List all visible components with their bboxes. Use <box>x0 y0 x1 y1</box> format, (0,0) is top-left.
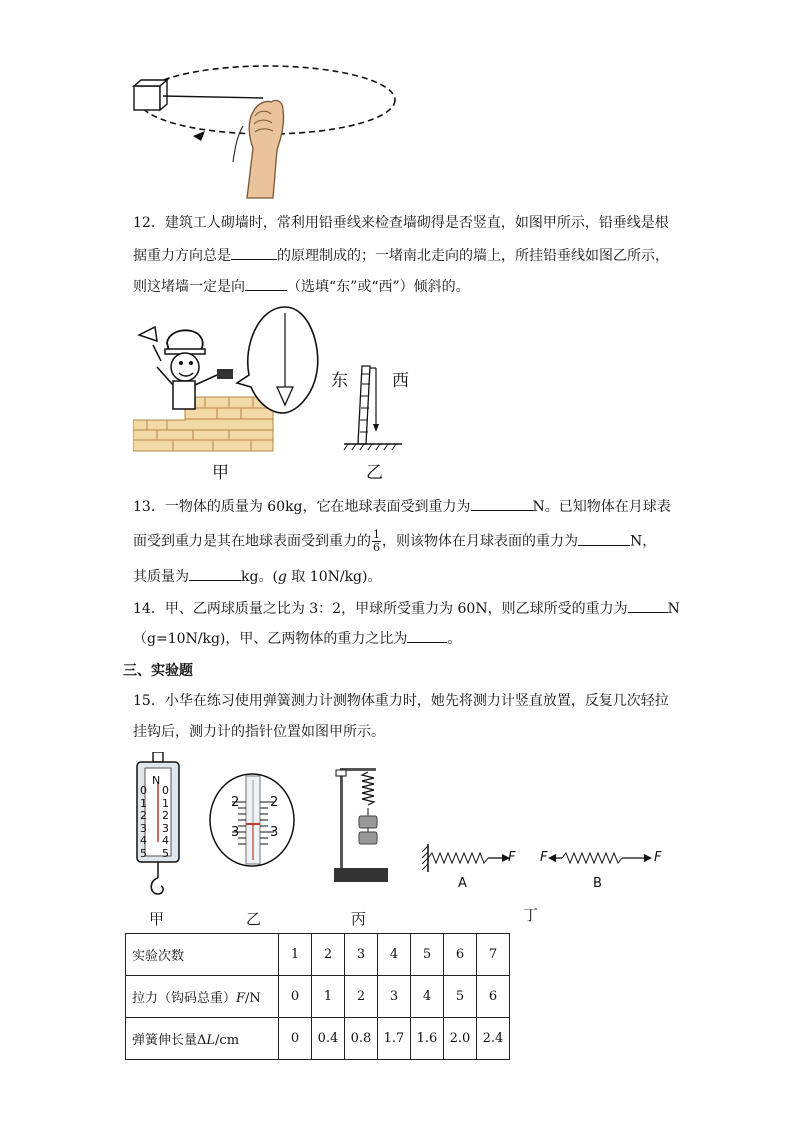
figure-label-jia: 甲 <box>212 463 229 483</box>
answer-blank[interactable] <box>189 566 241 581</box>
answer-blank[interactable] <box>471 496 533 511</box>
circular-motion-figure <box>125 58 410 208</box>
direction-label-west: 西 <box>392 371 409 391</box>
table-cell: 6 <box>477 976 510 1018</box>
q12-line-3 <box>133 276 678 296</box>
answer-blank[interactable] <box>407 628 447 643</box>
row-header-extension <box>126 1018 279 1060</box>
figure-label-jia: 甲 <box>149 910 165 928</box>
scale-tick-right: 2 <box>162 809 169 822</box>
q12-line-2-a: 据重力方向总是 <box>133 248 231 264</box>
spring-stand-figure <box>330 764 390 888</box>
brick-wall-icon <box>133 397 273 451</box>
q12-line-3-b: （选填“东”或“西”）倾斜的。 <box>287 279 470 295</box>
q15-line-2: 挂钩后，测力计的指针位置如图甲所示。 <box>133 724 385 740</box>
table-cell: 1 <box>312 976 345 1018</box>
answer-blank[interactable] <box>578 531 630 546</box>
force-label-b-right: F <box>654 850 662 865</box>
row-header-unit: /N <box>245 991 261 1006</box>
table-cell: 0.8 <box>345 1018 378 1060</box>
section-heading: 三、实验题 <box>123 663 193 679</box>
q12-line-1: 12．建筑工人砌墙时，常利用铅垂线来检查墙砌得是否竖直，如图甲所示，铅垂线是根 <box>133 215 669 231</box>
q13-line-2-c: N， <box>630 533 657 550</box>
table-cell: 0 <box>279 1018 312 1060</box>
zoom-tick-3-right: 3 <box>270 825 279 840</box>
zoomed-scale-figure <box>208 772 296 868</box>
table-cell: 3 <box>378 976 411 1018</box>
q13-line-2 <box>133 529 678 554</box>
table-cell: 4 <box>411 976 444 1018</box>
answer-blank[interactable] <box>628 598 668 613</box>
fraction-numerator: 1 <box>373 528 380 541</box>
table-row <box>126 934 510 976</box>
scale-tick-left: 1 <box>140 796 147 810</box>
figure-label-ding: 丁 <box>523 906 539 924</box>
q13-line-1-b: N。已知物体在月球表 <box>532 499 671 515</box>
q13-line-2-b: ，则该物体在月球表面的重力为 <box>382 533 578 550</box>
wall-column-icon <box>358 366 370 444</box>
table-cell: 5 <box>411 934 444 976</box>
table-cell: 2 <box>312 934 345 976</box>
table-cell: 0.4 <box>312 1018 345 1060</box>
scale-unit-label: N <box>152 774 161 787</box>
q13-line-3-a: 其质量为 <box>133 569 189 585</box>
scale-tick-left: 4 <box>140 834 147 847</box>
table-cell: 6 <box>444 934 477 976</box>
scale-tick-left: 2 <box>140 809 147 822</box>
worker-plumb-figure <box>133 305 323 453</box>
figure-label-yi: 乙 <box>366 463 383 483</box>
table-row <box>126 976 510 1018</box>
block-icon <box>134 80 167 110</box>
zoom-tick-2-left: 2 <box>231 795 240 810</box>
table-cell: 5 <box>444 976 477 1018</box>
experiment-table <box>125 933 510 1060</box>
row-header-trial: 实验次数 <box>126 934 279 976</box>
zoom-tick-3-left: 3 <box>231 825 240 840</box>
q12-line-2-b: 的原理制成的；一堵南北走向的墙上，所挂铅垂线如图乙所示， <box>277 248 669 264</box>
scale-tick-left: 3 <box>140 821 147 835</box>
answer-blank[interactable] <box>245 276 287 291</box>
scale-tick-right: 4 <box>162 834 169 847</box>
q14-line-1-b: N <box>667 601 680 617</box>
scale-tick-right: 1 <box>162 796 169 810</box>
q13-line-3-c: 取 10N/kg)。 <box>286 569 382 585</box>
table-cell: 7 <box>477 934 510 976</box>
scale-tick-right: 5 <box>162 846 169 860</box>
table-cell: 3 <box>345 934 378 976</box>
table-cell: 2 <box>345 976 378 1018</box>
direction-label-east: 东 <box>331 371 348 391</box>
scale-tick-left: 0 <box>140 784 147 797</box>
table-cell: 0 <box>279 976 312 1018</box>
row-header-unit: /cm <box>215 1033 240 1048</box>
q13-line-1-a: 13．一物体的质量为 60kg，它在地球表面受到重力为 <box>133 499 471 515</box>
q13-line-2-a: 面受到重力是其在地球表面受到重力的 <box>133 533 371 550</box>
q13-line-1 <box>133 496 678 516</box>
force-label-a: F <box>508 850 516 865</box>
q13-line-3-b: kg。( <box>241 569 278 585</box>
table-cell: 2.0 <box>444 1018 477 1060</box>
spring-label-b: B <box>593 876 602 891</box>
q13-line-3 <box>133 566 678 586</box>
table-row <box>126 1018 510 1060</box>
figure-label-yi: 乙 <box>246 910 262 928</box>
table-cell: 1.6 <box>411 1018 444 1060</box>
variable-l: L <box>206 1033 216 1048</box>
row-header-text: 拉力（钩码总重） <box>132 991 237 1006</box>
q14-line-1 <box>133 598 678 618</box>
q14-line-2-a: （g=10N/kg)，甲、乙两物体的重力之比为 <box>133 631 408 647</box>
row-header-force <box>126 976 279 1018</box>
scale-tick-right: 3 <box>162 821 169 835</box>
q12-line-3-a: 则这堵墙一定是向 <box>133 279 245 295</box>
fraction <box>372 529 381 554</box>
q14-line-2-b: 。 <box>447 631 462 647</box>
q15-line-1: 15．小华在练习使用弹簧测力计测物体重力时，她先将测力计竖直放置，反复几次轻拉 <box>133 693 669 709</box>
zoom-tick-2-right: 2 <box>270 795 279 810</box>
variable-g: g <box>277 569 287 585</box>
scale-tick-right: 0 <box>162 784 169 797</box>
table-cell: 1.7 <box>378 1018 411 1060</box>
fraction-denominator: 6 <box>373 541 380 554</box>
scale-tick-left: 5 <box>140 846 147 860</box>
variable-f: F <box>236 991 246 1006</box>
q14-line-2 <box>133 628 678 648</box>
force-label-b-left: F <box>540 850 548 865</box>
figure-label-bing: 丙 <box>351 910 367 928</box>
q14-line-1-a: 14．甲、乙两球质量之比为 3：2，甲球所受重力为 60N，则乙球所受的重力为 <box>133 601 628 617</box>
q12-line-2 <box>133 245 678 265</box>
table-cell: 1 <box>279 934 312 976</box>
spring-label-a: A <box>458 876 467 891</box>
answer-blank[interactable] <box>231 245 277 260</box>
table-cell: 2.4 <box>477 1018 510 1060</box>
row-header-text: 弹簧伸长量Δ <box>132 1033 207 1048</box>
hand-icon <box>233 100 284 198</box>
table-cell: 4 <box>378 934 411 976</box>
